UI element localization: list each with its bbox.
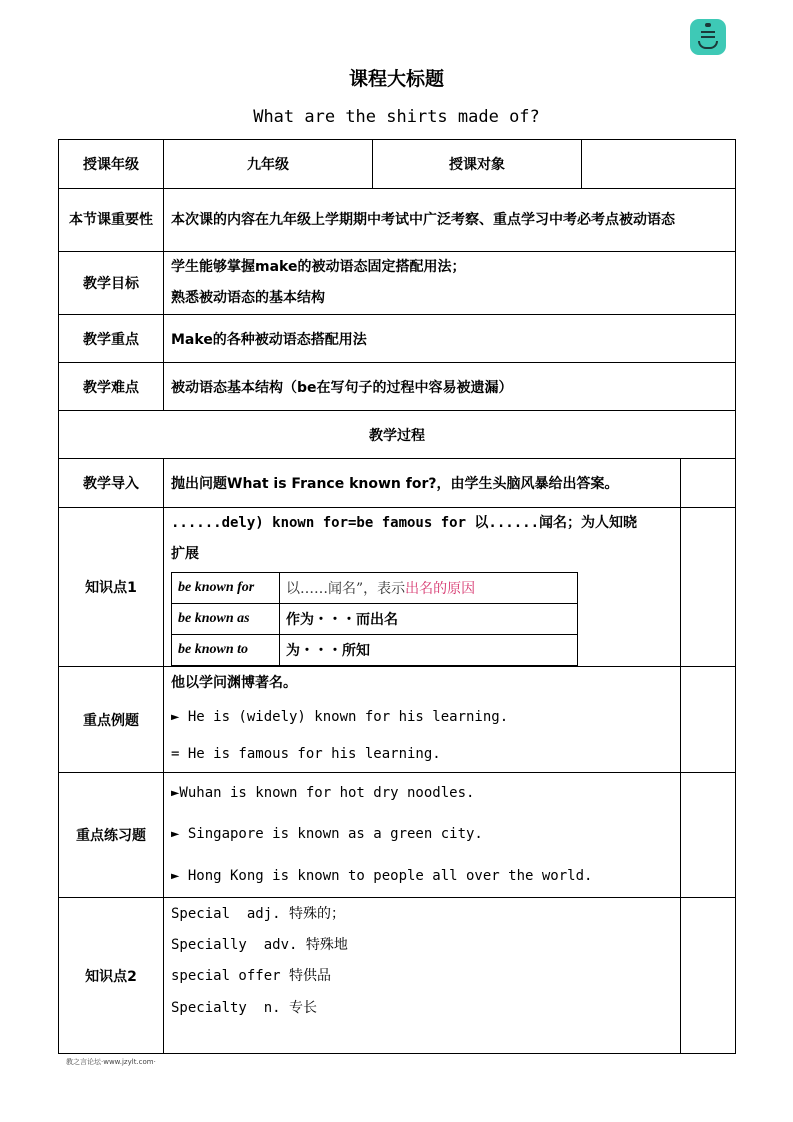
practice-row [59,773,736,898]
example-label: 重点例题 [59,667,164,773]
logo-bar-icon [701,31,715,33]
process-header: 教学过程 [59,411,736,459]
knowledge2-extra-cell [681,898,736,1054]
importance-row [59,189,736,252]
known-phrase-meaning [280,573,578,604]
knowledge2-line-4: Specialty n. 专长 [171,1000,318,1016]
intro-text: 抛出问题What is France known for?，由学生头脑风暴给出答案。 [164,459,681,508]
goals-label: 教学目标 [59,252,164,315]
knowledge2-content [164,898,681,1054]
importance-text: 本次课的内容在九年级上学期期中考试中广泛考察、重点学习中考必考点被动语态 [164,189,736,252]
target-value [582,140,736,189]
key-point-text: Make的各种被动语态搭配用法 [164,315,736,363]
knowledge2-line-2: Specially adv. 特殊地 [171,937,348,953]
knowledge1-content [164,508,681,667]
header-row [59,140,736,189]
process-header-row [59,411,736,459]
knowledge2-label: 知识点2 [59,898,164,1054]
difficulty-text: 被动语态基本结构（be在写句子的过程中容易被遗漏） [164,363,736,411]
example-line-2: ► He is (widely) known for his learning. [171,709,509,725]
knowledge2-line-3: special offer 特供品 [171,968,332,984]
example-line-1: 他以学问渊博著名。 [171,675,297,691]
key-point-label: 教学重点 [59,315,164,363]
known-phrase-row [172,573,578,604]
intro-extra-cell [681,459,736,508]
intro-label: 教学导入 [59,459,164,508]
known-phrases-table [171,572,578,666]
knowledge1-line-1: ......dely) known for=be famous for 以......闻名；为人知晓 [171,515,638,531]
goals-content [164,252,736,315]
key-point-row [59,315,736,363]
page-subtitle: What are the shirts made of? [253,107,540,127]
footer-watermark: 教之言论坛·www.jzylt.com· [66,1058,156,1066]
lesson-plan-table [58,139,736,1054]
goals-line-1: 学生能够掌握make的被动语态固定搭配用法； [171,259,466,275]
known-phrase-term: be known for [172,573,280,604]
practice-content [164,773,681,898]
intro-row [59,459,736,508]
known-phrase-meaning: 作为・・・而出名 [280,604,578,635]
known-phrase-row [172,635,578,666]
known-phrase-meaning: 为・・・所知 [280,635,578,666]
knowledge1-label: 知识点1 [59,508,164,667]
known-phrase-term: be known to [172,635,280,666]
logo-smile-icon [698,41,718,49]
grade-label: 授课年级 [59,140,164,189]
practice-extra-cell [681,773,736,898]
known-phrase-term: be known as [172,604,280,635]
meaning-text: 以……闻名”，表示 [286,581,406,597]
grade-value: 九年级 [164,140,373,189]
meaning-highlight: 出名的原因 [405,581,476,597]
practice-line-3: ► Hong Kong is known to people all over the world. [171,868,593,884]
logo-dot-icon [705,23,711,27]
example-row [59,667,736,773]
knowledge1-extra-cell [681,508,736,667]
known-phrase-row [172,604,578,635]
target-label: 授课对象 [373,140,582,189]
importance-label: 本节课重要性 [59,189,164,252]
practice-line-2: ► Singapore is known as a green city. [171,826,483,842]
example-content [164,667,681,773]
goals-row [59,252,736,315]
goals-line-2: 熟悉被动语态的基本结构 [171,290,325,306]
page-title: 课程大标题 [348,68,444,90]
difficulty-label: 教学难点 [59,363,164,411]
example-line-3: = He is famous for his learning. [171,746,441,762]
logo-bar-icon [701,36,715,38]
practice-line-1: ►Wuhan is known for hot dry noodles. [171,785,475,801]
difficulty-row [59,363,736,411]
knowledge1-row [59,508,736,667]
brand-logo [690,19,726,55]
knowledge2-line-1: Special adj. 特殊的； [171,906,346,922]
practice-label: 重点练习题 [59,773,164,898]
knowledge2-row [59,898,736,1054]
example-extra-cell [681,667,736,773]
knowledge1-line-2: 扩展 [171,546,199,562]
